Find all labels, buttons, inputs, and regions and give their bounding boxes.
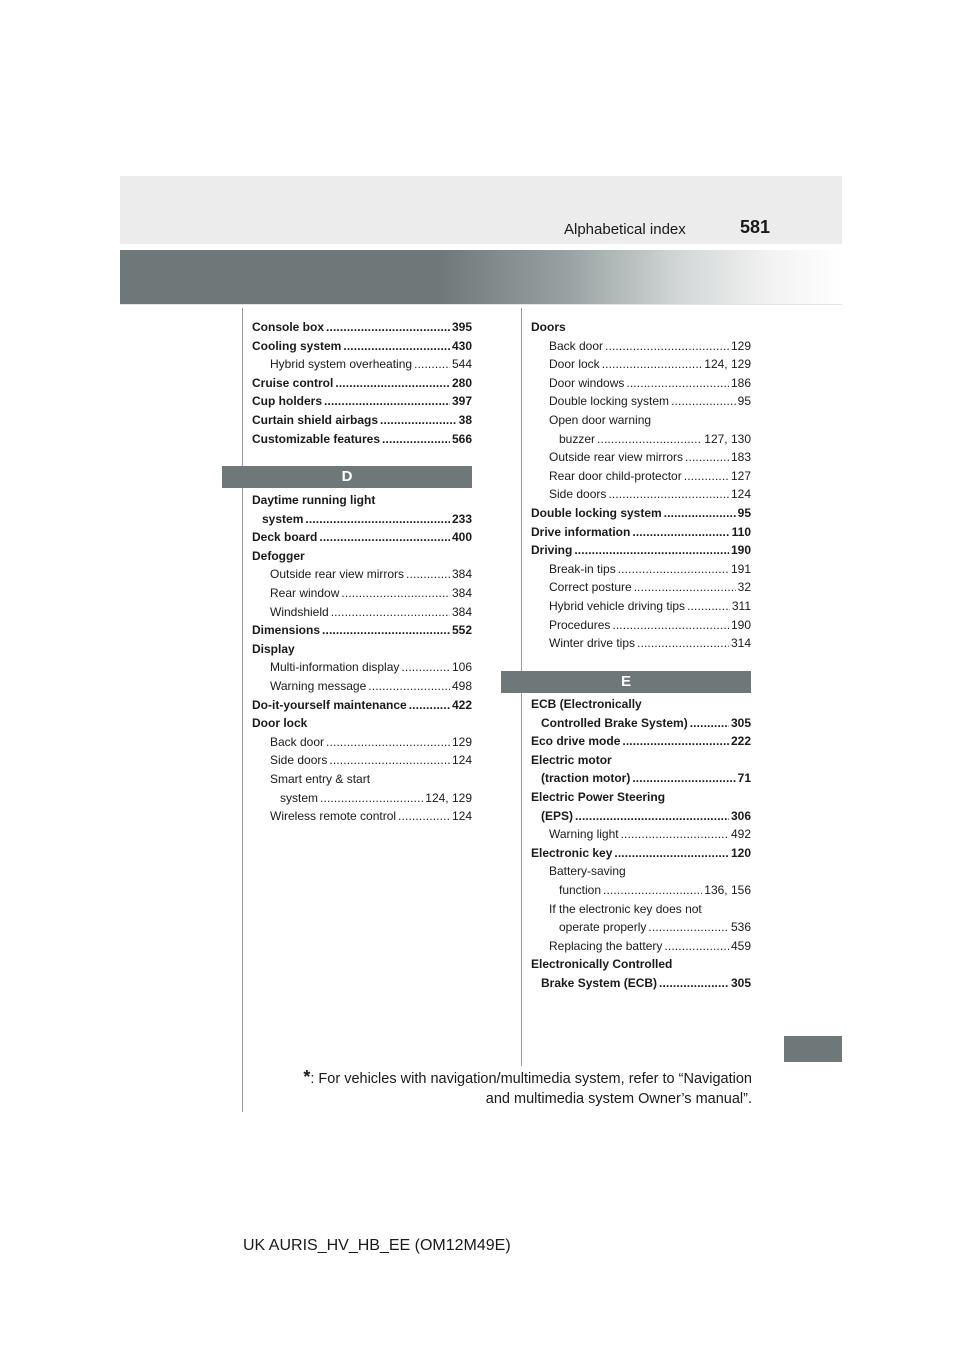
index-entry-label: Defogger <box>252 548 305 563</box>
index-entry-page: 492 <box>730 827 751 842</box>
index-entry <box>531 392 751 411</box>
index-entry-label: Side doors <box>270 753 328 768</box>
index-entry <box>252 547 472 566</box>
dot-leader <box>687 597 730 616</box>
index-entry <box>531 714 751 733</box>
dot-leader <box>603 881 702 900</box>
left-column-d-entries <box>252 491 472 826</box>
footnote-line-2: and multimedia system Owner’s manual”. <box>485 1091 752 1107</box>
index-entry-label: Double locking system <box>549 394 670 409</box>
index-entry <box>252 733 472 752</box>
index-entry <box>531 504 751 523</box>
dot-leader <box>614 844 729 863</box>
index-entry-label: Open door warning <box>549 412 652 427</box>
dot-leader <box>320 789 423 808</box>
index-entry-page: 124 <box>730 487 751 502</box>
index-entry-label: Hybrid vehicle driving tips <box>549 598 686 613</box>
dot-leader <box>406 565 450 584</box>
dot-leader <box>409 696 450 715</box>
index-entry <box>252 374 472 393</box>
dot-leader <box>575 807 729 826</box>
index-entry <box>531 616 751 635</box>
dot-leader <box>684 467 729 486</box>
dot-leader <box>329 751 450 770</box>
dot-leader <box>618 560 729 579</box>
index-entry-label: Electric Power Steering <box>531 789 666 804</box>
index-entry <box>531 955 751 974</box>
index-entry <box>252 807 472 826</box>
index-entry-page: 124 <box>451 753 472 768</box>
dot-leader <box>626 374 729 393</box>
dot-leader <box>574 541 729 560</box>
index-entry <box>252 621 472 640</box>
index-entry-page: 95 <box>737 394 751 409</box>
dot-leader <box>605 337 729 356</box>
index-entry-page: 552 <box>451 623 472 638</box>
dot-leader <box>305 510 450 529</box>
index-entry <box>531 430 751 449</box>
dot-leader <box>664 937 729 956</box>
dot-leader <box>322 621 450 640</box>
index-entry <box>531 374 751 393</box>
index-entry-label: Double locking system <box>531 505 662 520</box>
index-entry-label: Eco drive mode <box>531 734 621 749</box>
dot-leader <box>597 430 702 449</box>
index-entry-page: 183 <box>730 450 751 465</box>
index-entry <box>531 448 751 467</box>
index-entry-label: (traction motor) <box>541 771 631 786</box>
dot-leader <box>637 634 729 653</box>
index-entry <box>531 318 751 337</box>
dot-leader <box>632 769 735 788</box>
dot-leader <box>341 584 450 603</box>
index-entry-page: 233 <box>451 511 472 526</box>
index-entry-page: 124, 129 <box>704 357 751 372</box>
index-entry-page: 305 <box>730 715 751 730</box>
index-entry-page: 544 <box>451 357 472 372</box>
index-entry-label: buzzer <box>559 431 596 446</box>
index-entry <box>531 523 751 542</box>
dot-leader <box>380 411 457 430</box>
index-entry <box>531 411 751 430</box>
index-entry-page: 191 <box>730 561 751 576</box>
index-entry <box>531 769 751 788</box>
index-entry-page: 311 <box>731 598 751 613</box>
dot-leader <box>690 714 729 733</box>
index-entry-label: Curtain shield airbags <box>252 412 379 427</box>
dot-leader <box>368 677 450 696</box>
index-entry-label: Controlled Brake System) <box>541 715 688 730</box>
dot-leader <box>382 430 450 449</box>
index-entry-page: 566 <box>451 431 472 446</box>
index-entry <box>531 881 751 900</box>
index-entry <box>531 485 751 504</box>
index-entry-label: Winter drive tips <box>549 636 636 651</box>
index-entry <box>531 541 751 560</box>
index-entry <box>531 788 751 807</box>
index-entry <box>531 597 751 616</box>
index-entry <box>252 789 472 808</box>
index-entry-page: 498 <box>451 678 472 693</box>
index-entry-page: 127, 130 <box>704 431 751 446</box>
index-entry-label: Back door <box>549 338 604 353</box>
dot-leader <box>401 658 450 677</box>
index-entry <box>531 918 751 937</box>
index-entry-label: Drive information <box>531 524 631 539</box>
index-entry-label: Warning message <box>270 678 367 693</box>
index-entry <box>531 732 751 751</box>
index-entry-page: 71 <box>737 771 751 786</box>
index-entry-label: Hybrid system overheating <box>270 357 413 372</box>
index-entry-label: Daytime running light <box>252 493 376 507</box>
index-entry <box>252 714 472 733</box>
dot-leader <box>335 374 450 393</box>
index-entry-label: Electronic key <box>531 845 613 860</box>
index-entry <box>531 825 751 844</box>
index-entry-label: Cup holders <box>252 394 323 409</box>
dot-leader <box>324 392 450 411</box>
index-entry-page: 384 <box>451 604 472 619</box>
index-entry-page: 397 <box>451 394 472 409</box>
footnote-line-1 <box>276 1067 752 1089</box>
dot-leader <box>343 337 450 356</box>
index-entry-page: 32 <box>737 580 751 595</box>
index-entry-page: 422 <box>451 697 472 712</box>
index-entry <box>252 337 472 356</box>
manual-code: UK AURIS_HV_HB_EE (OM12M49E) <box>243 1237 511 1254</box>
dot-leader <box>685 448 729 467</box>
index-entry <box>252 640 472 659</box>
index-entry-label: Do-it-yourself maintenance <box>252 697 407 712</box>
index-entry <box>531 974 751 993</box>
right-column-top <box>531 318 751 653</box>
index-entry-label: Procedures <box>549 617 611 632</box>
page-title: Alphabetical index <box>564 221 686 238</box>
index-entry-label: If the electronic key does not <box>549 901 702 916</box>
header-band <box>120 176 842 244</box>
footnote-star: * <box>303 1067 311 1087</box>
index-entry-page: 124 <box>451 809 472 824</box>
index-entry <box>252 751 472 770</box>
dot-leader <box>664 504 736 523</box>
index-entry <box>531 844 751 863</box>
index-entry <box>531 807 751 826</box>
left-column-top <box>252 318 472 448</box>
dot-leader <box>602 355 703 374</box>
index-entry-label: Outside rear view mirrors <box>549 450 684 465</box>
index-entry-label: Door lock <box>252 716 308 731</box>
side-thumb-tab <box>784 1036 842 1062</box>
index-entry-label: operate properly <box>559 920 647 935</box>
index-entry <box>531 337 751 356</box>
dot-leader <box>648 918 729 937</box>
index-entry-label: Wireless remote control <box>270 809 397 824</box>
index-entry-label: Battery-saving <box>549 864 626 879</box>
index-entry-page: 280 <box>451 375 472 390</box>
index-entry-page: 120 <box>730 845 751 860</box>
index-entry <box>531 695 751 714</box>
dot-leader <box>612 616 729 635</box>
index-entry-page: 384 <box>451 567 472 582</box>
index-entry-page: 127 <box>730 468 751 483</box>
index-entry-label: Back door <box>270 734 325 749</box>
index-entry-label: Smart entry & start <box>270 771 371 786</box>
index-entry-page: 384 <box>451 585 472 600</box>
index-entry-label: Rear window <box>270 585 340 600</box>
index-entry <box>252 603 472 622</box>
index-entry-label: Customizable features <box>252 431 381 446</box>
index-entry <box>531 751 751 770</box>
index-entry-label: Windshield <box>270 604 329 619</box>
index-entry <box>531 560 751 579</box>
index-entry-label: ECB (Electronically <box>531 697 642 711</box>
index-entry-page: 306 <box>730 808 751 823</box>
dot-leader <box>326 318 450 337</box>
index-entry-label: Multi-information display <box>270 660 400 675</box>
dot-leader <box>632 523 729 542</box>
index-entry <box>252 677 472 696</box>
index-entry <box>252 658 472 677</box>
index-entry-label: Driving <box>531 543 573 558</box>
index-entry-label: Side doors <box>549 487 607 502</box>
index-entry-page: 124, 129 <box>425 790 472 805</box>
dot-leader <box>671 392 736 411</box>
index-entry-label: Electric motor <box>531 752 612 767</box>
section-letter-d: D <box>222 466 472 488</box>
dot-leader <box>414 355 450 374</box>
index-entry-page: 305 <box>730 975 751 990</box>
left-column-rule <box>242 308 243 1112</box>
index-entry-page: 106 <box>451 660 472 675</box>
index-entry-label: Replacing the battery <box>549 938 663 953</box>
index-entry-label: Brake System (ECB) <box>541 975 658 990</box>
index-entry-page: 136, 156 <box>704 882 751 897</box>
index-entry <box>252 770 472 789</box>
index-entry <box>531 937 751 956</box>
index-entry-page: 186 <box>730 375 751 390</box>
index-entry-label: Door lock <box>549 357 600 372</box>
index-entry <box>252 411 472 430</box>
index-entry-label: system <box>262 511 304 526</box>
dot-leader <box>331 603 450 622</box>
index-entry <box>252 696 472 715</box>
index-entry-label: Console box <box>252 320 325 334</box>
dot-leader <box>398 807 450 826</box>
index-entry <box>531 634 751 653</box>
footnote <box>276 1067 752 1109</box>
index-entry-label: system <box>280 790 319 805</box>
index-entry-page: 110 <box>731 524 751 539</box>
index-entry-page: 430 <box>451 338 472 353</box>
index-entry-page: 95 <box>737 505 751 520</box>
index-entry-label: Warning light <box>549 827 619 842</box>
index-entry <box>252 510 472 529</box>
index-entry-label: Dimensions <box>252 623 321 638</box>
index-entry-label: (EPS) <box>541 808 574 823</box>
index-entry <box>252 565 472 584</box>
index-entry-page: 395 <box>451 320 472 334</box>
index-entry-page: 536 <box>730 920 751 935</box>
dot-leader <box>622 732 729 751</box>
page-number: 581 <box>740 217 771 237</box>
index-entry-label: Break-in tips <box>549 561 616 576</box>
index-entry-label: Cruise control <box>252 375 334 390</box>
index-entry <box>252 491 472 510</box>
right-column-e-entries <box>531 695 751 993</box>
index-entry-label: Door windows <box>549 375 625 390</box>
index-entry <box>531 862 751 881</box>
dot-leader <box>326 733 450 752</box>
index-entry <box>531 900 751 919</box>
dot-leader <box>621 825 729 844</box>
header-gradient-bar <box>120 250 842 304</box>
dot-leader <box>319 528 450 547</box>
index-entry-page: 190 <box>730 617 751 632</box>
index-entry-page: 190 <box>730 543 751 558</box>
index-entry-label: Outside rear view mirrors <box>270 567 405 582</box>
header-divider <box>120 304 842 305</box>
index-entry <box>252 528 472 547</box>
index-entry-label: Deck board <box>252 530 318 545</box>
index-entry-label: Electronically Controlled <box>531 957 673 972</box>
index-entry <box>252 318 472 337</box>
index-entry <box>252 584 472 603</box>
index-entry-page: 459 <box>730 938 751 953</box>
index-entry-label: Cooling system <box>252 338 342 353</box>
index-entry-page: 38 <box>458 412 472 427</box>
index-entry-label: function <box>559 882 602 897</box>
index-entry <box>531 578 751 597</box>
index-entry-label: Rear door child-protector <box>549 468 682 483</box>
index-entry <box>252 355 472 374</box>
index-entry-label: Doors <box>531 320 566 334</box>
index-entry-page: 400 <box>451 530 472 545</box>
section-letter-e: E <box>501 671 751 693</box>
footnote-text-1: : For vehicles with navigation/multimedia system, refer to “Navigation <box>310 1071 752 1087</box>
index-entry-page: 314 <box>730 636 751 651</box>
index-entry <box>531 467 751 486</box>
index-entry-label: Display <box>252 641 295 656</box>
index-entry <box>252 430 472 449</box>
index-entry-page: 129 <box>730 338 751 353</box>
index-entry-page: 129 <box>451 734 472 749</box>
index-entry-page: 222 <box>730 734 751 749</box>
dot-leader <box>659 974 729 993</box>
dot-leader <box>608 485 729 504</box>
index-entry <box>531 355 751 374</box>
index-entry <box>252 392 472 411</box>
dot-leader <box>634 578 736 597</box>
index-entry-label: Correct posture <box>549 580 632 595</box>
